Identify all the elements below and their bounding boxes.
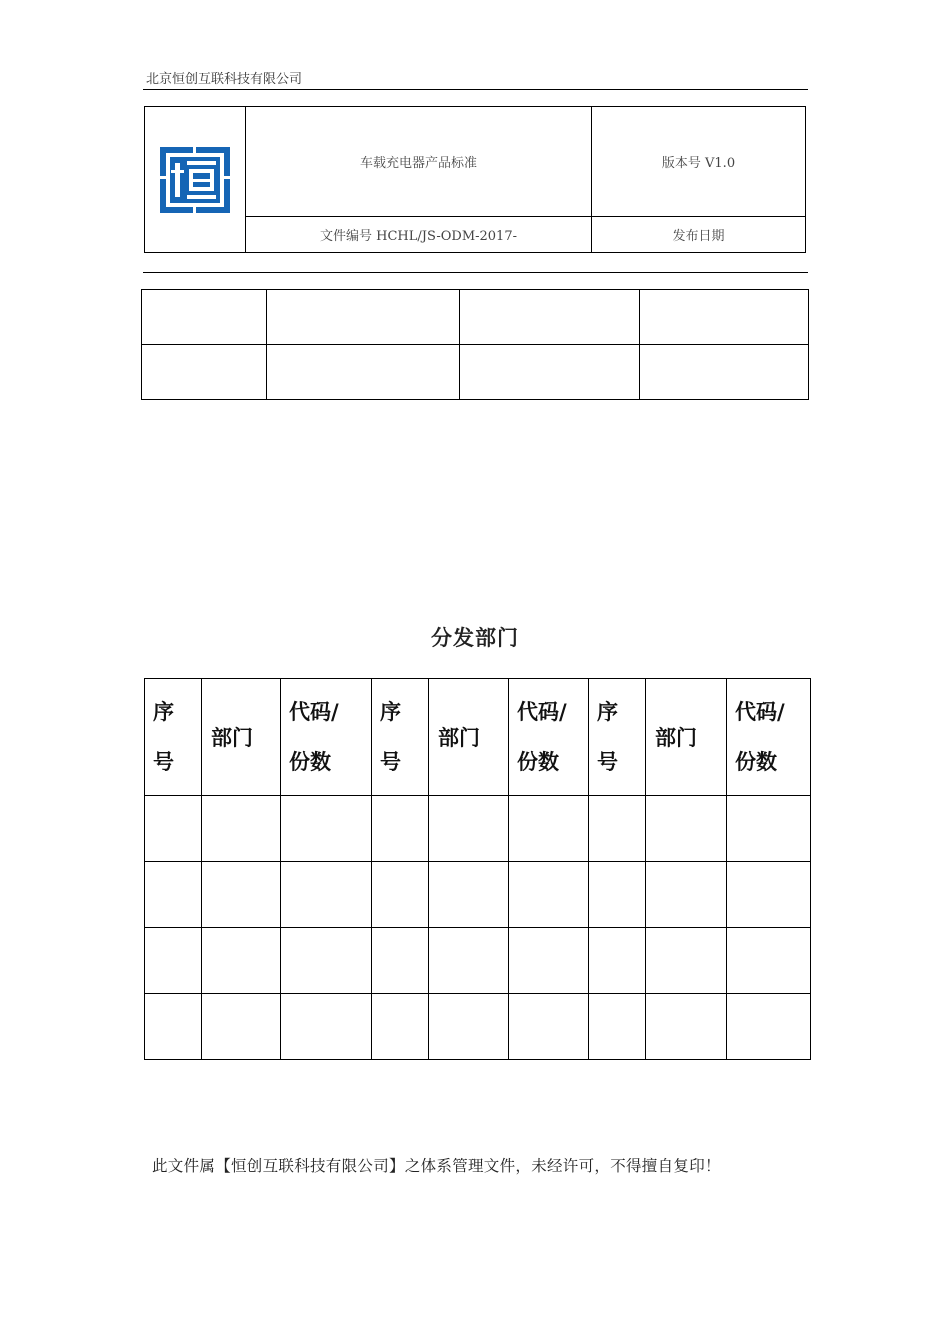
table-row — [142, 290, 809, 345]
code-count-header: 代码/ 份数 — [509, 679, 589, 796]
table-cell — [509, 928, 589, 994]
table-cell — [372, 928, 429, 994]
table-cell — [267, 290, 460, 345]
table-cell — [589, 862, 646, 928]
table-cell — [429, 862, 509, 928]
section-rule — [143, 272, 808, 273]
table-cell — [372, 994, 429, 1060]
table-cell — [460, 345, 640, 400]
table-cell — [589, 928, 646, 994]
dept-header: 部门 — [202, 679, 281, 796]
table-cell — [646, 796, 727, 862]
table-cell — [429, 796, 509, 862]
distribution-title: 分发部门 — [431, 625, 519, 650]
table-cell — [372, 796, 429, 862]
table-cell — [202, 928, 281, 994]
seq-header: 序 号 — [372, 679, 429, 796]
table-cell — [281, 928, 372, 994]
company-name-header: 北京恒创互联科技有限公司 — [146, 72, 303, 87]
seq-header: 序 号 — [589, 679, 646, 796]
version-number: 版本号 V1.0 — [592, 107, 806, 217]
table-cell — [646, 994, 727, 1060]
document-header-table — [144, 106, 806, 253]
code-count-header: 代码/ 份数 — [281, 679, 372, 796]
table-cell — [727, 796, 811, 862]
table-cell — [145, 928, 202, 994]
table-cell — [460, 290, 640, 345]
table-row — [145, 796, 811, 862]
table-cell — [509, 994, 589, 1060]
table-cell — [372, 862, 429, 928]
table-cell — [142, 290, 267, 345]
table-cell — [145, 796, 202, 862]
table-cell — [589, 796, 646, 862]
table-cell — [429, 994, 509, 1060]
distribution-header-row — [145, 679, 811, 796]
release-date-label: 发布日期 — [592, 216, 806, 252]
table-row — [145, 928, 811, 994]
table-row — [145, 862, 811, 928]
seq-header: 序 号 — [145, 679, 202, 796]
table-cell — [145, 862, 202, 928]
footer-notice: 此文件属【恒创互联科技有限公司】之体系管理文件，未经许可，不得擅自复印！ — [152, 1157, 721, 1175]
table-row — [145, 994, 811, 1060]
table-cell — [509, 862, 589, 928]
table-cell — [267, 345, 460, 400]
table-cell — [727, 928, 811, 994]
heng-character-logo-icon — [158, 145, 232, 215]
distribution-table — [144, 678, 811, 1060]
blank-info-table — [141, 289, 809, 400]
table-cell — [640, 290, 809, 345]
table-cell — [640, 345, 809, 400]
table-cell — [646, 862, 727, 928]
logo-cell — [145, 107, 246, 253]
document-number: 文件编号 HCHL/JS-ODM-2017- — [246, 216, 592, 252]
table-cell — [589, 994, 646, 1060]
code-count-header: 代码/ 份数 — [727, 679, 811, 796]
table-cell — [202, 862, 281, 928]
table-cell — [727, 862, 811, 928]
table-cell — [509, 796, 589, 862]
table-cell — [281, 862, 372, 928]
dept-header: 部门 — [646, 679, 727, 796]
product-standard-title: 车载充电器产品标准 — [246, 107, 592, 217]
table-cell — [429, 928, 509, 994]
header-rule — [143, 89, 808, 90]
table-cell — [202, 994, 281, 1060]
table-cell — [202, 796, 281, 862]
table-cell — [281, 796, 372, 862]
table-cell — [142, 345, 267, 400]
table-cell — [727, 994, 811, 1060]
table-cell — [646, 928, 727, 994]
table-cell — [145, 994, 202, 1060]
dept-header: 部门 — [429, 679, 509, 796]
table-cell — [281, 994, 372, 1060]
table-row — [142, 345, 809, 400]
